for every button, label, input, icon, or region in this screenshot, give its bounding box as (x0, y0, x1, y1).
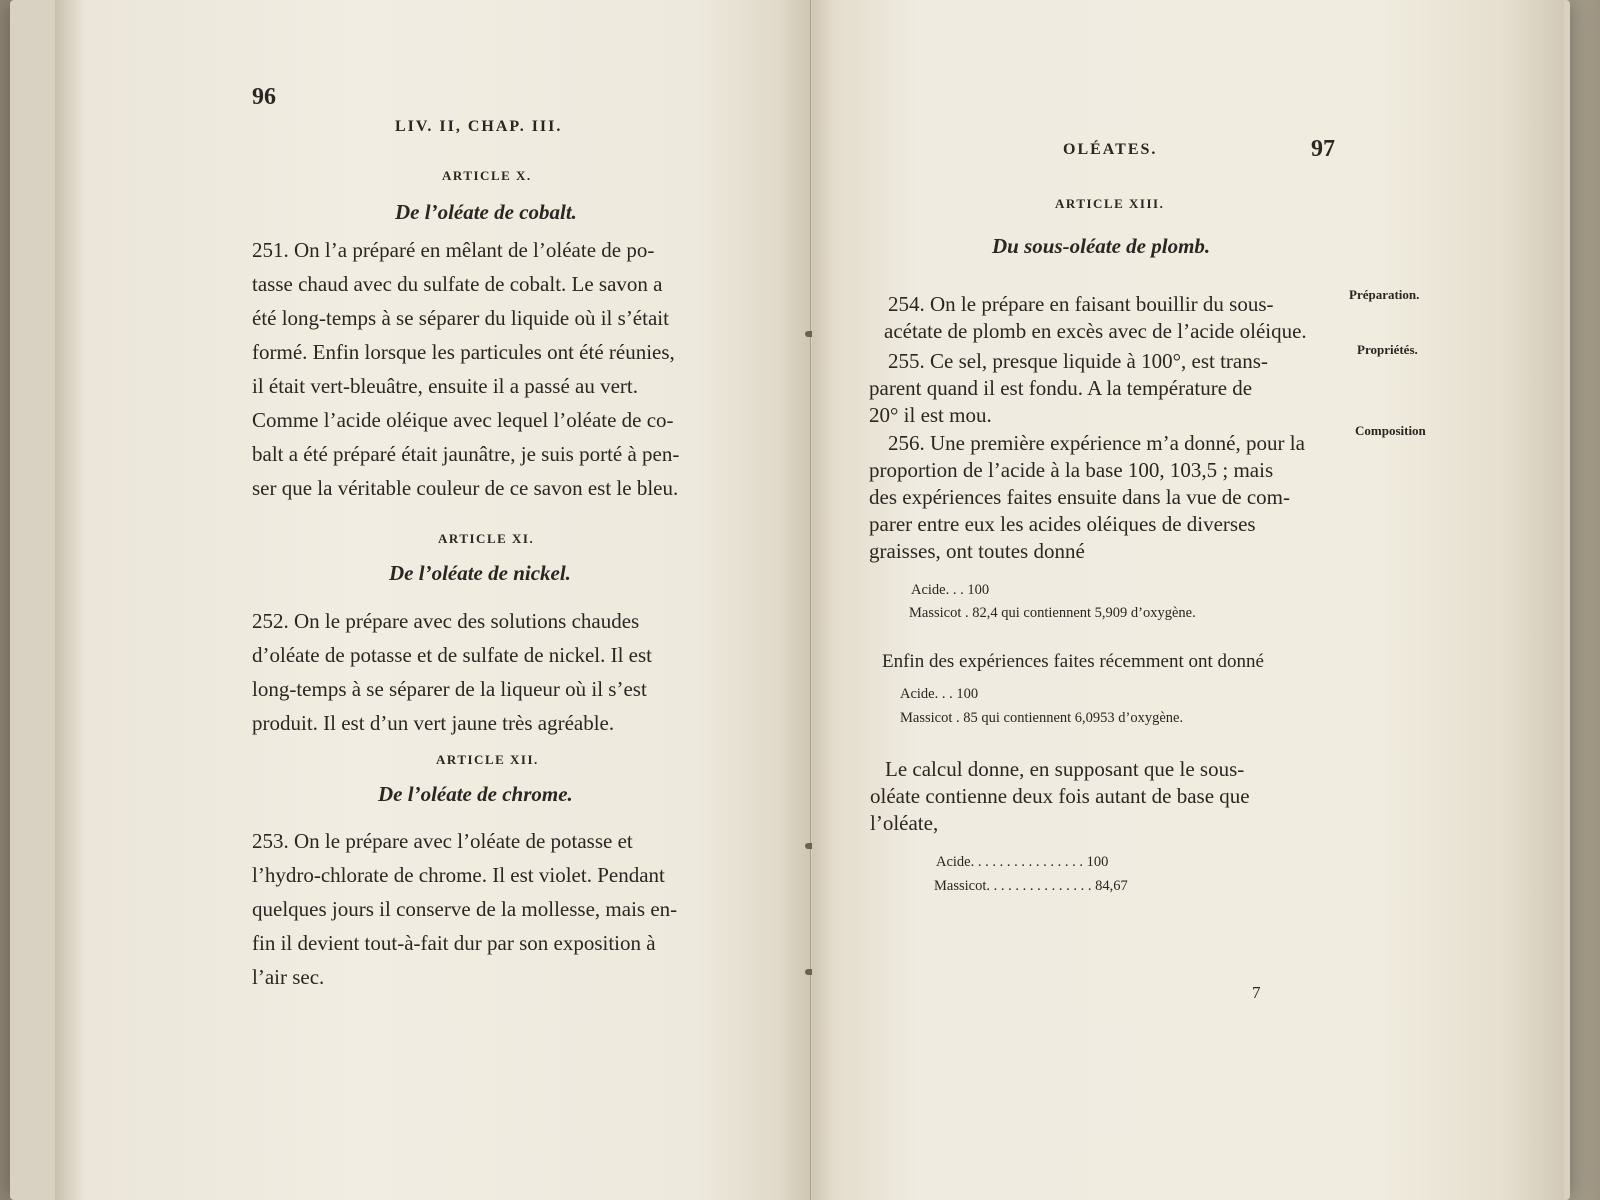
article-title: De l’oléate de cobalt. (395, 200, 577, 224)
article-title: Du sous-oléate de plomb. (992, 234, 1211, 258)
paragraph-line: acétate de plomb en excès avec de l’acide oléique. (884, 319, 1307, 343)
paragraph-line: Enfin des expériences faites récemment ont donné (882, 651, 1264, 672)
paragraph-line: 255. Ce sel, presque liquide à 100°, est trans- (888, 349, 1268, 373)
paragraph-line: formé. Enfin lorsque les particules ont été réunies, (252, 340, 675, 364)
paragraph-line: été long-temps à se séparer du liquide où il s’était (252, 306, 669, 330)
paragraph-line: produit. Il est d’un vert jaune très agréable. (252, 711, 615, 735)
table-row: Acide. . . 100 (900, 686, 979, 702)
margin-note: Préparation. (1349, 287, 1420, 302)
paragraph-line: long-temps à se séparer de la liqueur où il s’est (252, 677, 647, 701)
paragraph-line: ser que la véritable couleur de ce savon est le bleu. (252, 476, 679, 500)
paragraph-line: parer entre eux les acides oléiques de diverses (869, 512, 1256, 536)
paragraph-line: tasse chaud avec du sulfate de cobalt. Le savon a (252, 272, 663, 296)
running-head: LIV. II, CHAP. III. (395, 118, 563, 135)
paragraph-line: Le calcul donne, en supposant que le sous- (885, 757, 1245, 781)
paragraph-line: quelques jours il conserve de la mollesse, mais en- (252, 897, 678, 921)
paragraph-line: proportion de l’acide à la base 100, 103,5 ; mais (869, 458, 1274, 482)
running-head: OLÉATES. (1063, 141, 1158, 158)
article-title: De l’oléate de chrome. (378, 782, 573, 806)
article-title: De l’oléate de nickel. (389, 561, 571, 585)
paragraph-line: 254. On le prépare en faisant bouillir du sous- (888, 292, 1274, 316)
page-number: 97 (1311, 136, 1335, 162)
paragraph-line: graisses, ont toutes donné (869, 539, 1085, 563)
paragraph-line: parent quand il est fondu. A la température de (869, 376, 1253, 400)
table-row: Massicot . 85 qui contiennent 6,0953 d’oxygène. (900, 710, 1184, 726)
show-through-text (235, 445, 239, 465)
margin-note: Composition (1355, 423, 1426, 438)
right-page (812, 0, 1564, 1200)
paragraph-line: Comme l’acide oléique avec lequel l’oléate de co- (252, 408, 674, 432)
article-heading: ARTICLE XIII. (1055, 196, 1165, 211)
article-heading: ARTICLE XII. (436, 752, 539, 767)
paragraph-line: d’oléate de potasse et de sulfate de nickel. Il est (252, 643, 653, 667)
signature-mark: 7 (1252, 983, 1261, 1002)
table-row: Massicot. . . . . . . . . . . . . . . 84,67 (934, 878, 1128, 894)
margin-note: Propriétés. (1357, 342, 1418, 357)
paragraph-line: des expériences faites ensuite dans la vue de com- (869, 485, 1290, 509)
left-page (55, 0, 811, 1200)
paragraph-line: l’hydro-chlorate de chrome. Il est violet. Pendant (252, 863, 665, 887)
paragraph-line: il était vert-bleuâtre, ensuite il a passé au vert. (252, 374, 639, 398)
paragraph-line: l’oléate, (870, 811, 939, 835)
article-heading: ARTICLE XI. (438, 531, 535, 546)
table-row: Massicot . 82,4 qui contiennent 5,909 d’oxygène. (909, 605, 1196, 621)
paragraph-line: 253. On le prépare avec l’oléate de potasse et (252, 829, 633, 853)
page-number: 96 (252, 84, 276, 110)
paragraph-line: 251. On l’a préparé en mêlant de l’oléate de po- (252, 238, 655, 262)
table-row: Acide. . . 100 (911, 582, 990, 598)
paragraph-line: l’air sec. (252, 965, 325, 989)
paragraph-line: oléate contienne deux fois autant de base que (870, 784, 1250, 808)
paragraph-line: 256. Une première expérience m’a donné, pour la (888, 431, 1305, 455)
article-heading: ARTICLE X. (442, 168, 532, 183)
paragraph-line: 20° il est mou. (869, 403, 992, 427)
table-row: Acide. . . . . . . . . . . . . . . . 100 (936, 854, 1109, 870)
paragraph-line: fin il devient tout-à-fait dur par son exposition à (252, 931, 656, 955)
paragraph-line: balt a été préparé était jaunâtre, je suis porté à pen- (252, 442, 680, 466)
paragraph-line: 252. On le prépare avec des solutions chaudes (252, 609, 640, 633)
